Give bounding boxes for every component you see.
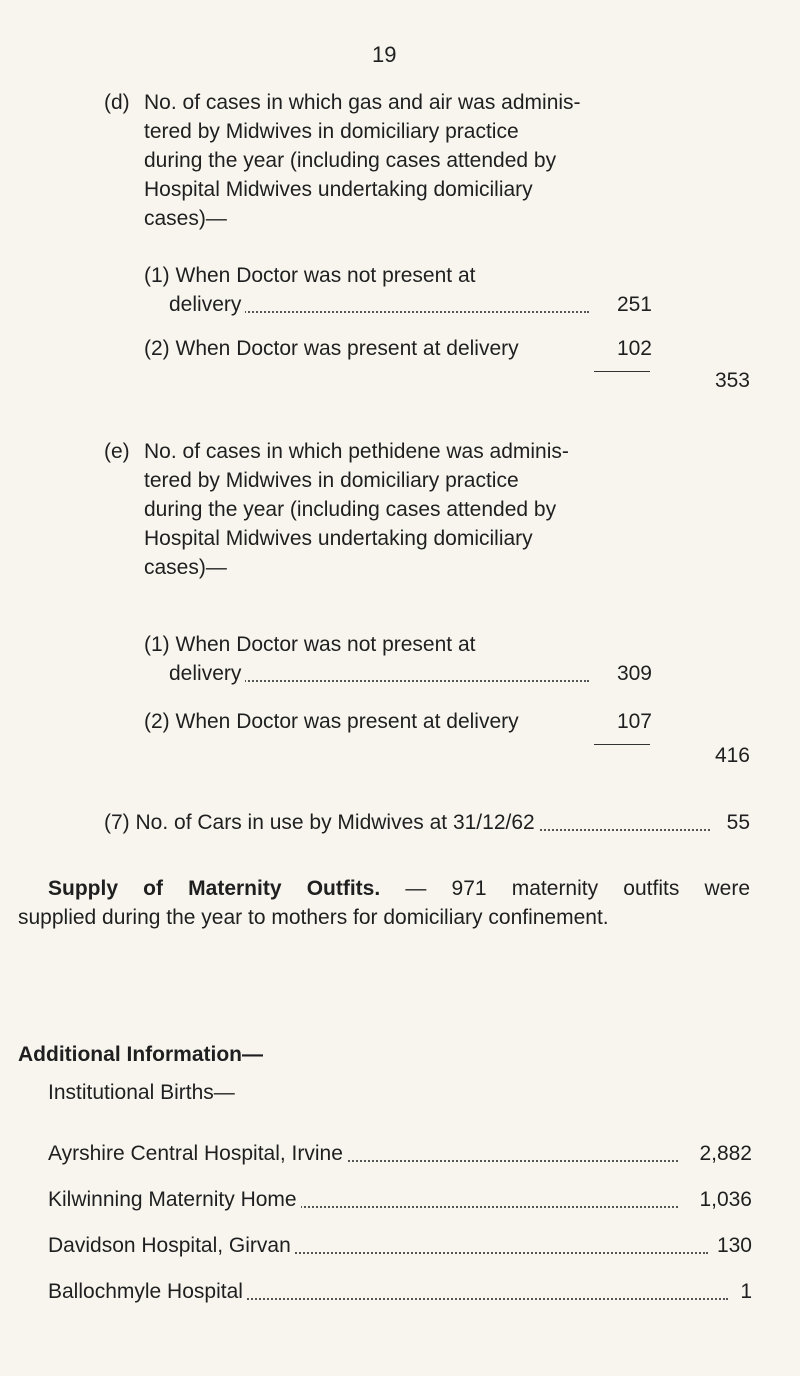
births-row-4 [48, 1277, 728, 1306]
additional-heading: Additional Information— [18, 1043, 263, 1066]
section-e-line-1: No. of cases in which pethidene was adminis- [144, 440, 569, 463]
section-e-item2-label: (2) When Doctor was present at delivery [144, 710, 519, 733]
section-7-leader [104, 808, 710, 837]
births-row-value: 2,882 [699, 1142, 752, 1165]
section-d-marker: (d) [104, 91, 130, 114]
sum-rule [594, 371, 650, 372]
supply-line-1-rest: — 971 maternity outfits were [405, 877, 751, 900]
births-row-3 [48, 1231, 708, 1260]
births-row-name: Davidson Hospital, Girvan [48, 1234, 295, 1257]
supply-heading: Supply of Maternity Outfits. [48, 877, 381, 900]
section-e-line-4: Hospital Midwives undertaking domiciliary [144, 527, 533, 550]
section-e-item1-value: 309 [616, 662, 652, 685]
births-row-value: 1 [740, 1280, 752, 1303]
section-e-marker: (e) [104, 440, 130, 463]
section-e-item1-line1: (1) When Doctor was not present at [144, 633, 476, 656]
section-e-item1-leader [169, 659, 589, 688]
section-e-item1-line2: delivery [169, 662, 245, 685]
births-row-1 [48, 1139, 678, 1168]
supply-line-2: supplied during the year to mothers for domiciliary confinement. [18, 906, 609, 929]
section-d-item2-value: 102 [616, 337, 652, 360]
section-e-line-5: cases)— [144, 556, 227, 579]
section-d-line-3: during the year (including cases attended by [144, 149, 557, 172]
section-d-total: 353 [714, 369, 750, 392]
births-row-value: 1,036 [699, 1188, 752, 1211]
births-row-name: Kilwinning Maternity Home [48, 1188, 301, 1211]
section-e-total: 416 [714, 744, 750, 767]
section-7-label: (7) No. of Cars in use by Midwives at 31/12/62 [104, 811, 539, 834]
section-d-item1-value: 251 [616, 293, 652, 316]
section-d-item1-line1: (1) When Doctor was not present at [144, 264, 476, 287]
section-e-item2-value: 107 [616, 710, 652, 733]
births-row-value: 130 [716, 1234, 752, 1257]
institutional-births-heading: Institutional Births— [48, 1081, 235, 1104]
births-row-name: Ballochmyle Hospital [48, 1280, 247, 1303]
supply-line-1 [48, 874, 750, 903]
section-d-line-2: tered by Midwives in domiciliary practice [144, 120, 519, 143]
section-e-line-3: during the year (including cases attended by [144, 498, 557, 521]
sum-rule [594, 744, 650, 745]
births-row-name: Ayrshire Central Hospital, Irvine [48, 1142, 347, 1165]
section-d-line-5: cases)— [144, 207, 227, 230]
section-d-line-1: No. of cases in which gas and air was adminis- [144, 91, 581, 114]
section-e-line-2: tered by Midwives in domiciliary practice [144, 469, 519, 492]
page-number: 19 [372, 42, 397, 67]
section-7-value: 55 [726, 811, 750, 834]
section-d-item1-line2: delivery [169, 293, 245, 316]
section-d-item1-leader [169, 290, 589, 319]
section-d-item2-label: (2) When Doctor was present at delivery [144, 337, 519, 360]
section-d-line-4: Hospital Midwives undertaking domiciliary [144, 178, 533, 201]
births-row-2 [48, 1185, 678, 1214]
